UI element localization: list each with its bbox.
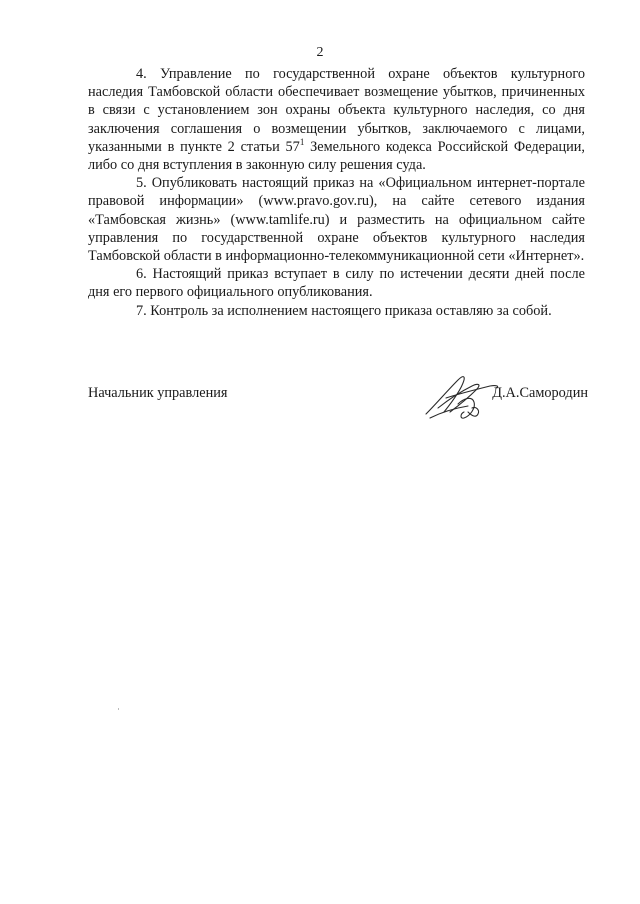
paragraph-5: 5. Опубликовать настоящий приказ на «Официальном интернет-портале правовой информации» (www.pravo.gov.ru), на сайте сетевого издания «Тамбовская жизнь» (www.tamlife.ru) и разместить на официальном сайте управления по государственной охране объектов культурного наследия Тамбовской области в информационно-телекоммуникационной сети «Интернет». [88,175,585,265]
scan-speck [118,708,119,710]
paragraph-6: 6. Настоящий приказ вступает в силу по истечении десяти дней после дня его первого официального опубликования. [88,266,585,301]
page-number: 2 [316,45,324,60]
document-body [88,65,585,320]
paragraph-7: 7. Контроль за исполнением настоящего приказа оставляю за собой. [136,302,552,319]
paragraph-4-text-continued: Земельного кодекса Российской Федерации, либо со дня вступления в законную силу решения суда. [88,138,585,174]
article-superscript: 1 [299,137,305,148]
signatory-name: Д.А.Самородин [492,385,588,401]
signature-block [88,380,588,440]
paragraph-4 [88,65,585,174]
signatory-position: Начальник управления [88,385,228,401]
paragraph-4-text: 4. Управление по государственной охране объектов культурного наследия Тамбовской области обеспечивает возмещение убытков, причиненных в связи с установлением зон охраны объекта культурного наследия, со дня заключения соглашения о возмещении убытков, заключаемого с лицами, указанными в пункте 2 статьи 57 [88,66,585,155]
